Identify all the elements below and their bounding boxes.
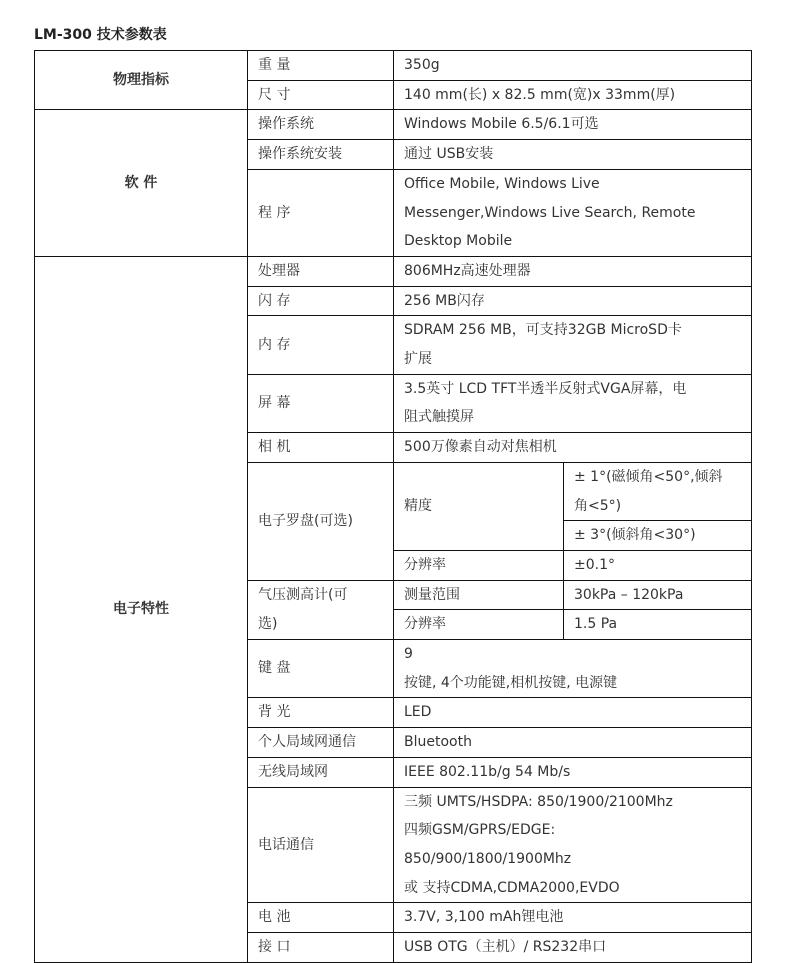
- label-flash: 闪 存: [248, 286, 394, 316]
- value-barometer-resolution: 1.5 Pa: [564, 610, 752, 640]
- value-weight: 350g: [394, 51, 752, 81]
- barometer-label-line: 气压测高计(可: [258, 587, 348, 604]
- phone-line: 四频GSM/GPRS/EDGE:: [404, 822, 556, 839]
- table-row: [35, 110, 752, 140]
- value-programs: [394, 169, 752, 256]
- category-software: 软 件: [35, 110, 248, 257]
- label-pan: 个人局域网通信: [248, 728, 394, 758]
- value-os: Windows Mobile 6.5/6.1可选: [394, 110, 752, 140]
- label-compass: 电子罗盘(可选): [248, 462, 394, 580]
- value-compass-precision-1: [564, 462, 752, 520]
- phone-line: 三频 UMTS/HSDPA: 850/1900/2100Mhz: [404, 793, 673, 810]
- table-row: [35, 51, 752, 81]
- value-barometer-range: 30kPa – 120kPa: [564, 580, 752, 610]
- value-memory: [394, 316, 752, 374]
- label-battery: 电 池: [248, 903, 394, 933]
- value-flash: 256 MB闪存: [394, 286, 752, 316]
- memory-line: 扩展: [404, 351, 432, 368]
- label-backlight: 背 光: [248, 698, 394, 728]
- programs-line: Office Mobile, Windows Live: [404, 175, 600, 192]
- label-size: 尺 寸: [248, 80, 394, 110]
- phone-line: 850/900/1800/1900Mhz: [404, 850, 572, 867]
- label-keyboard: 键 盘: [248, 640, 394, 698]
- value-phone: [394, 787, 752, 903]
- screen-line: 3.5英寸 LCD TFT半透半反射式VGA屏幕，电: [404, 380, 687, 397]
- value-backlight: LED: [394, 698, 752, 728]
- value-screen: [394, 374, 752, 432]
- precision-line: 角<5°): [574, 497, 622, 514]
- phone-line: 或 支持CDMA,CDMA2000,EVDO: [404, 879, 620, 896]
- label-barometer: [248, 580, 394, 639]
- precision-line: ± 1°(磁倾角<50°,倾斜: [574, 468, 723, 485]
- label-barometer-range: 测量范围: [394, 580, 564, 610]
- category-electronic: 电子特性: [35, 256, 248, 962]
- value-compass-resolution: ±0.1°: [564, 550, 752, 580]
- label-os: 操作系统: [248, 110, 394, 140]
- label-programs: 程 序: [248, 169, 394, 256]
- value-pan: Bluetooth: [394, 728, 752, 758]
- screen-line: 阻式触摸屏: [404, 409, 474, 426]
- category-physical: 物理指标: [35, 51, 248, 110]
- keyboard-line: 9: [404, 646, 413, 663]
- label-camera: 相 机: [248, 433, 394, 463]
- value-compass-precision-2: ± 3°(倾斜角<30°): [564, 521, 752, 551]
- value-wlan: IEEE 802.11b/g 54 Mb/s: [394, 757, 752, 787]
- barometer-label-line: 选): [258, 615, 278, 632]
- label-weight: 重 量: [248, 51, 394, 81]
- label-compass-precision: 精度: [394, 462, 564, 550]
- value-battery: 3.7V, 3,100 mAh锂电池: [394, 903, 752, 933]
- keyboard-line: 按键, 4个功能键,相机按键, 电源键: [404, 674, 618, 691]
- spec-table: [34, 50, 752, 963]
- label-memory: 内 存: [248, 316, 394, 374]
- programs-line: Messenger,Windows Live Search, Remote: [404, 204, 696, 221]
- label-screen: 屏 幕: [248, 374, 394, 432]
- label-phone: 电话通信: [248, 787, 394, 903]
- page-title: LM-300 技术参数表: [34, 27, 167, 43]
- value-size: 140 mm(长) x 82.5 mm(宽)x 33mm(厚): [394, 80, 752, 110]
- label-os-install: 操作系统安装: [248, 140, 394, 170]
- value-os-install: 通过 USB安装: [394, 140, 752, 170]
- value-ports: USB OTG（主机）/ RS232串口: [394, 933, 752, 963]
- label-wlan: 无线局域网: [248, 757, 394, 787]
- memory-line: SDRAM 256 MB，可支持32GB MicroSD卡: [404, 322, 682, 339]
- value-keyboard: [394, 640, 752, 698]
- label-barometer-resolution: 分辨率: [394, 610, 564, 640]
- label-cpu: 处理器: [248, 256, 394, 286]
- value-camera: 500万像素自动对焦相机: [394, 433, 752, 463]
- value-cpu: 806MHz高速处理器: [394, 256, 752, 286]
- programs-line: Desktop Mobile: [404, 233, 513, 250]
- label-ports: 接 口: [248, 933, 394, 963]
- table-row: [35, 256, 752, 286]
- label-compass-resolution: 分辨率: [394, 550, 564, 580]
